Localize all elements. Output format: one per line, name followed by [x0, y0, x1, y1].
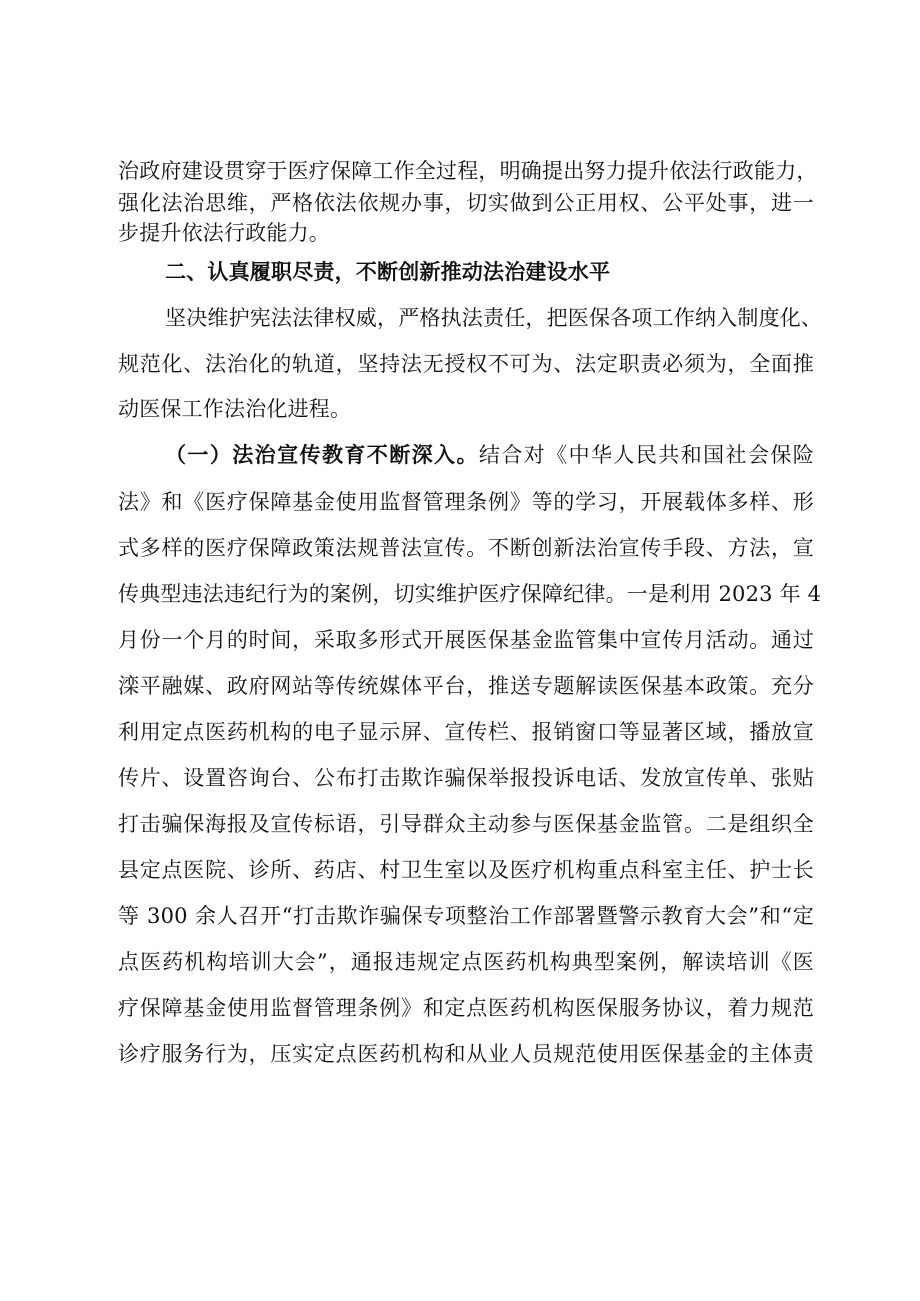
- subsection-line: 式多样的医疗保障政策法规普法宣传。不断创新法治宣传手段、方法，宣: [118, 536, 814, 560]
- subsection-line: 疗保障基金使用监督管理条例》和定点医药机构医保服务协议，着力规范: [118, 996, 814, 1020]
- subsection-line: 月份一个月的时间，采取多形式开展医保基金监管集中宣传月活动。通过: [118, 628, 814, 652]
- intro-line-2: 强化法治思维，严格依法依规办事，切实做到公正用权、公平处事，进一: [118, 191, 814, 215]
- section-para-line-1: 坚决维护宪法法律权威，严格执法责任，把医保各项工作纳入制度化、: [165, 306, 823, 330]
- subsection-first-line: [165, 441, 814, 469]
- subsection-line: 传典型违法违纪行为的案例，切实维护医疗保障纪律。一是利用 2023 年 4: [118, 582, 822, 606]
- subsection-line: 等 300 余人召开“打击欺诈骗保专项整治工作部署暨警示教育大会”和“定: [118, 904, 814, 928]
- section-heading: 二、认真履职尽责，不断创新推动法治建设水平: [165, 260, 611, 284]
- subsection-line: 诊疗服务行为，压实定点医药机构和从业人员规范使用医保基金的主体责: [118, 1042, 814, 1066]
- intro-line-1: 治政府建设贯穿于医疗保障工作全过程，明确提出努力提升依法行政能力，: [118, 159, 818, 183]
- subsection-line: 点医药机构培训大会”，通报违规定点医药机构典型案例，解读培训《医: [118, 950, 814, 974]
- subsection-line: 法》和《医疗保障基金使用监督管理条例》等的学习，开展载体多样、形: [118, 490, 814, 514]
- subsection-first-line-text: 结合对《中华人民共和国社会保险: [478, 443, 814, 467]
- subsection-line: 滦平融媒、政府网站等传统媒体平台，推送专题解读医保基本政策。充分: [118, 674, 814, 698]
- subsection-title: （一）法治宣传教育不断深入。: [165, 443, 479, 467]
- subsection-line: 利用定点医药机构的电子显示屏、宣传栏、报销窗口等显著区域，播放宣: [118, 720, 814, 744]
- subsection-line: 传片、设置咨询台、公布打击欺诈骗保举报投诉电话、发放宣传单、张贴: [118, 766, 814, 790]
- subsection-line: 县定点医院、诊所、药店、村卫生室以及医疗机构重点科室主任、护士长: [118, 858, 814, 882]
- section-para-line-2: 规范化、法治化的轨道，坚持法无授权不可为、法定职责必须为，全面推: [118, 352, 814, 376]
- subsection-line: 打击骗保海报及宣传标语，引导群众主动参与医保基金监管。二是组织全: [118, 812, 814, 836]
- intro-line-3: 步提升依法行政能力。: [118, 221, 330, 245]
- section-para-line-3: 动医保工作法治化进程。: [118, 397, 352, 421]
